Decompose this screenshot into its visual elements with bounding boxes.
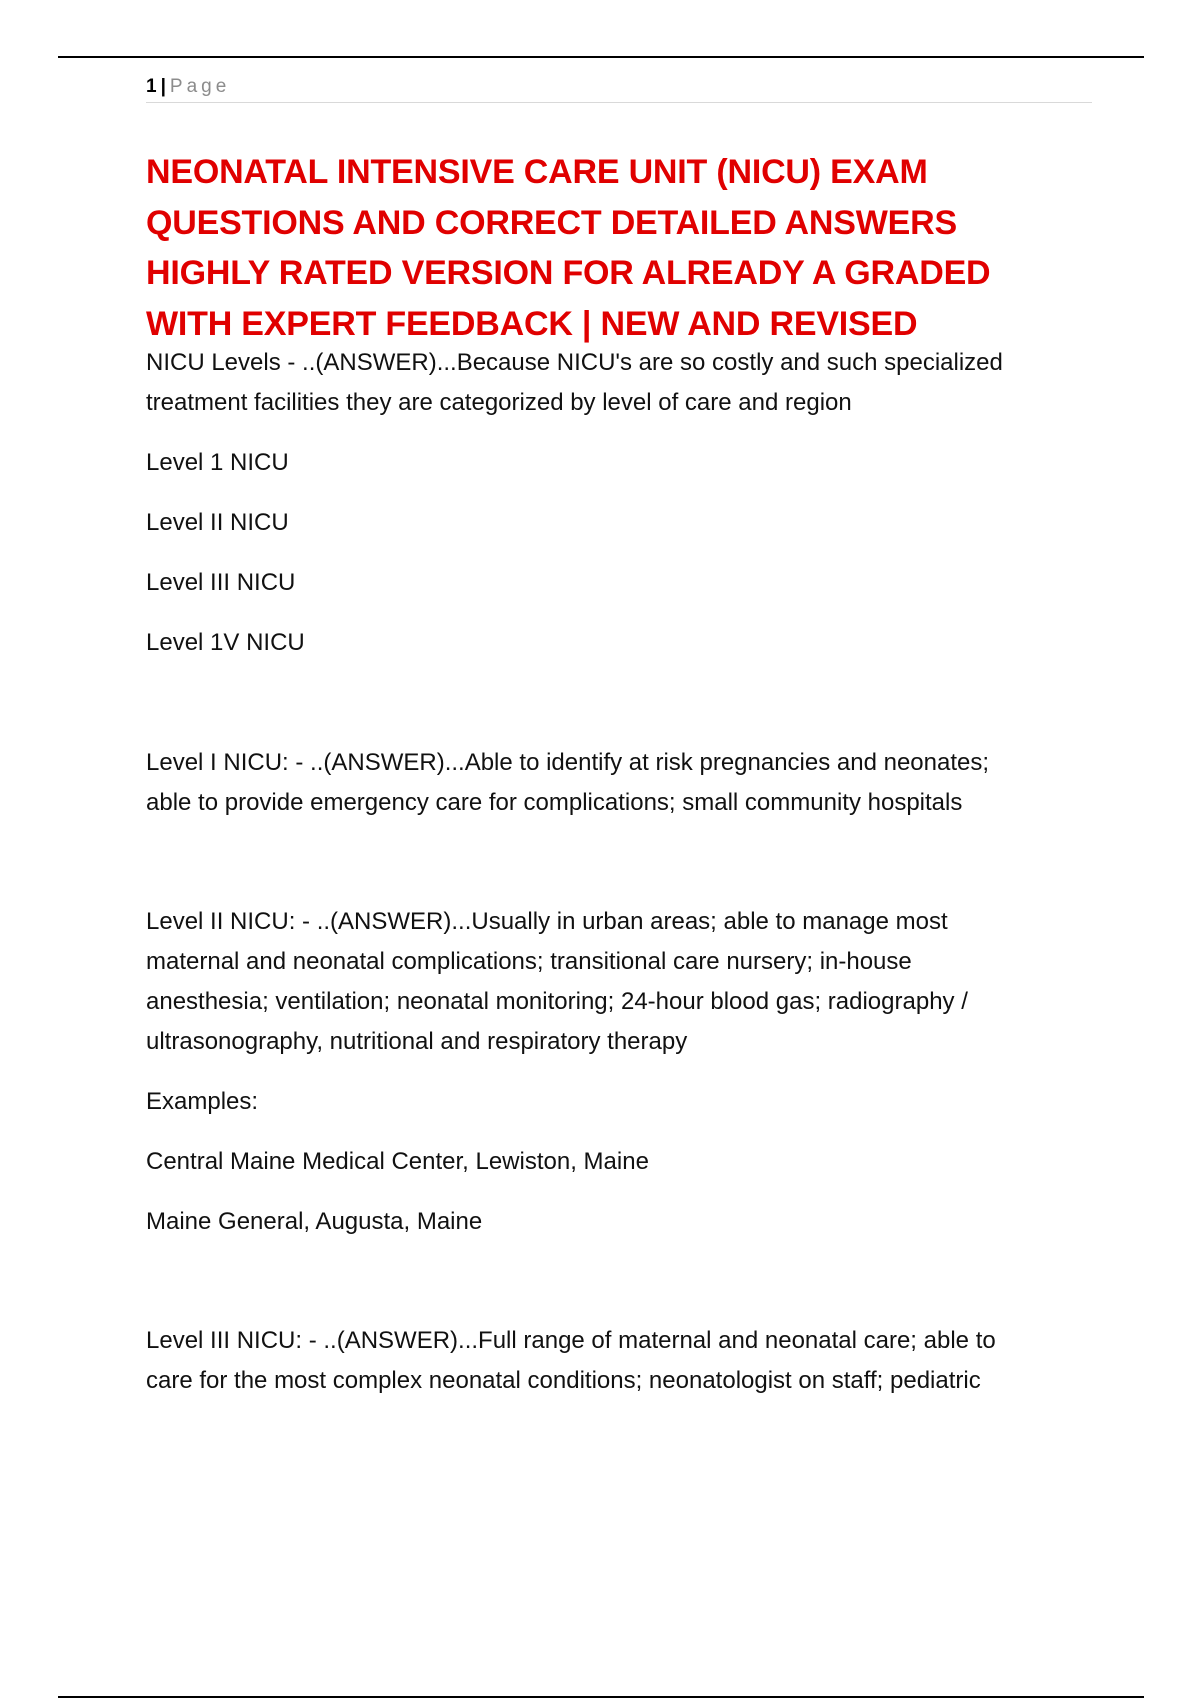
document-body (146, 147, 1092, 1401)
level-list-item: Level II NICU (146, 509, 289, 536)
top-rule (58, 56, 1144, 58)
nicu-levels-answer: NICU Levels - ..(ANSWER)...Because NICU's are so costly and such specialized treatment facilities they are categorized by level of care and region (146, 349, 1003, 416)
level-list-item: Level 1 NICU (146, 449, 289, 476)
page-separator: | (160, 76, 166, 97)
page-header (146, 74, 1092, 103)
level-2-answer: Level II NICU: - ..(ANSWER)...Usually in urban areas; able to manage most maternal and neonatal complications; transitional care nursery; in-house anesthesia; ventilation; neonatal monitoring; 24-hour blood gas; radiography / ultrasonography, nutritional and respiratory therapy (146, 908, 968, 1055)
example-item: Maine General, Augusta, Maine (146, 1208, 483, 1235)
example-item: Central Maine Medical Center, Lewiston, Maine (146, 1148, 649, 1175)
page-word: Page (169, 76, 231, 97)
level-3-answer: Level III NICU: - ..(ANSWER)...Full range of maternal and neonatal care; able to care for the most complex neonatal conditions; neonatologist on staff; pediatric (146, 1327, 996, 1394)
title-line: WITH EXPERT FEEDBACK | NEW AND REVISED (146, 304, 918, 343)
title-line: QUESTIONS AND CORRECT DETAILED ANSWERS (146, 203, 957, 242)
page-number: 1 (146, 76, 157, 97)
level-list-item: Level III NICU (146, 569, 296, 596)
level-list-item: Level 1V NICU (146, 629, 305, 656)
bottom-rule (58, 1696, 1144, 1698)
level-1-answer: Level I NICU: - ..(ANSWER)...Able to identify at risk pregnancies and neonates; able to provide emergency care for complications; small community hospitals (146, 749, 990, 816)
document-title (146, 147, 1092, 349)
title-line: NEONATAL INTENSIVE CARE UNIT (NICU) EXAM (146, 153, 928, 191)
title-line: HIGHLY RATED VERSION FOR ALREADY A GRADED (146, 254, 991, 292)
examples-label: Examples: (146, 1088, 259, 1115)
